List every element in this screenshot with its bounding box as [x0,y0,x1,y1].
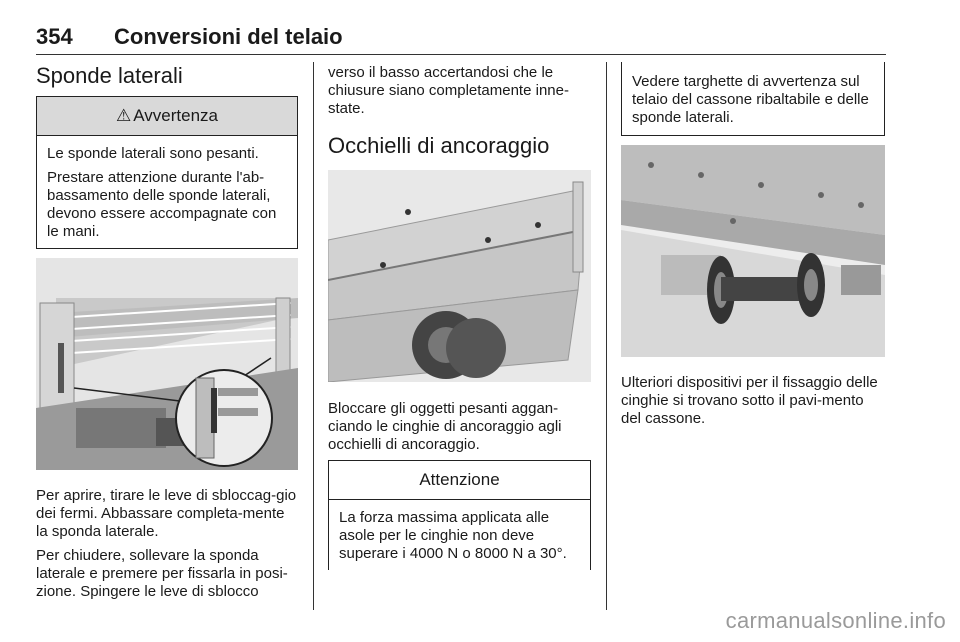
column-3 [621,62,885,434]
column-divider [606,62,607,610]
page-number: 354 [36,24,73,49]
body-paragraph: Per chiudere, sollevare la sponda laterale e premere per fissarla in posi-zione. Spingere le leve di sblocco [36,547,288,600]
underfloor-anchors-illustration [621,145,885,357]
notice-paragraph: Vedere targhette di avvertenza sul telaio del cassone ribaltabile e delle sponde laterali. [632,73,869,126]
continued-paragraph: verso il basso accertandosi che le chiusure siano completamente inne-state. [328,64,569,117]
notice-box-header [329,461,590,500]
watermark-brand: carmanualsonline.info [725,608,946,633]
notice-continued-box [621,62,885,136]
body-paragraph: Per aprire, tirare le leve di sbloccag-gio dei fermi. Abbassare completa-mente la sponda laterale. [36,487,297,540]
warning-title: Avvertenza [133,106,218,125]
warning-body [37,136,297,251]
notice-continued-body [622,62,884,137]
section-heading: Occhielli di ancoraggio [328,133,550,158]
warning-paragraph: Prestare attenzione durante l'ab-bassamento delle sponde laterali, devono essere accompagnate con le mani. [47,169,277,240]
notice-body [329,500,590,573]
body-paragraph: Bloccare gli oggetti pesanti aggan-ciando le cinghie di ancoraggio agli occhielli di ancoraggio. [328,400,562,453]
running-title: Conversioni del telaio [114,24,343,49]
notice-paragraph: La forza massima applicata alle asole per le cinghie non deve superare i 4000 N o 8000 N a 30°. [339,509,567,562]
section-heading: Sponde laterali [36,63,183,88]
warning-box [36,96,298,249]
warning-box-header [37,97,297,136]
anchor-points-illustration [328,170,591,382]
side-panel-illustration [36,258,298,470]
column-1 [36,62,298,607]
notice-title: Attenzione [419,470,500,489]
body-paragraph: Ulteriori dispositivi per il fissaggio delle cinghie si trovano sotto il pavi-mento del cassone. [621,374,878,427]
notice-box [328,460,591,570]
column-divider [313,62,314,610]
column-2 [328,64,591,570]
warning-paragraph: Le sponde laterali sono pesanti. [47,145,259,162]
page-header [36,24,886,55]
warning-triangle-icon: ⚠ [116,106,132,125]
